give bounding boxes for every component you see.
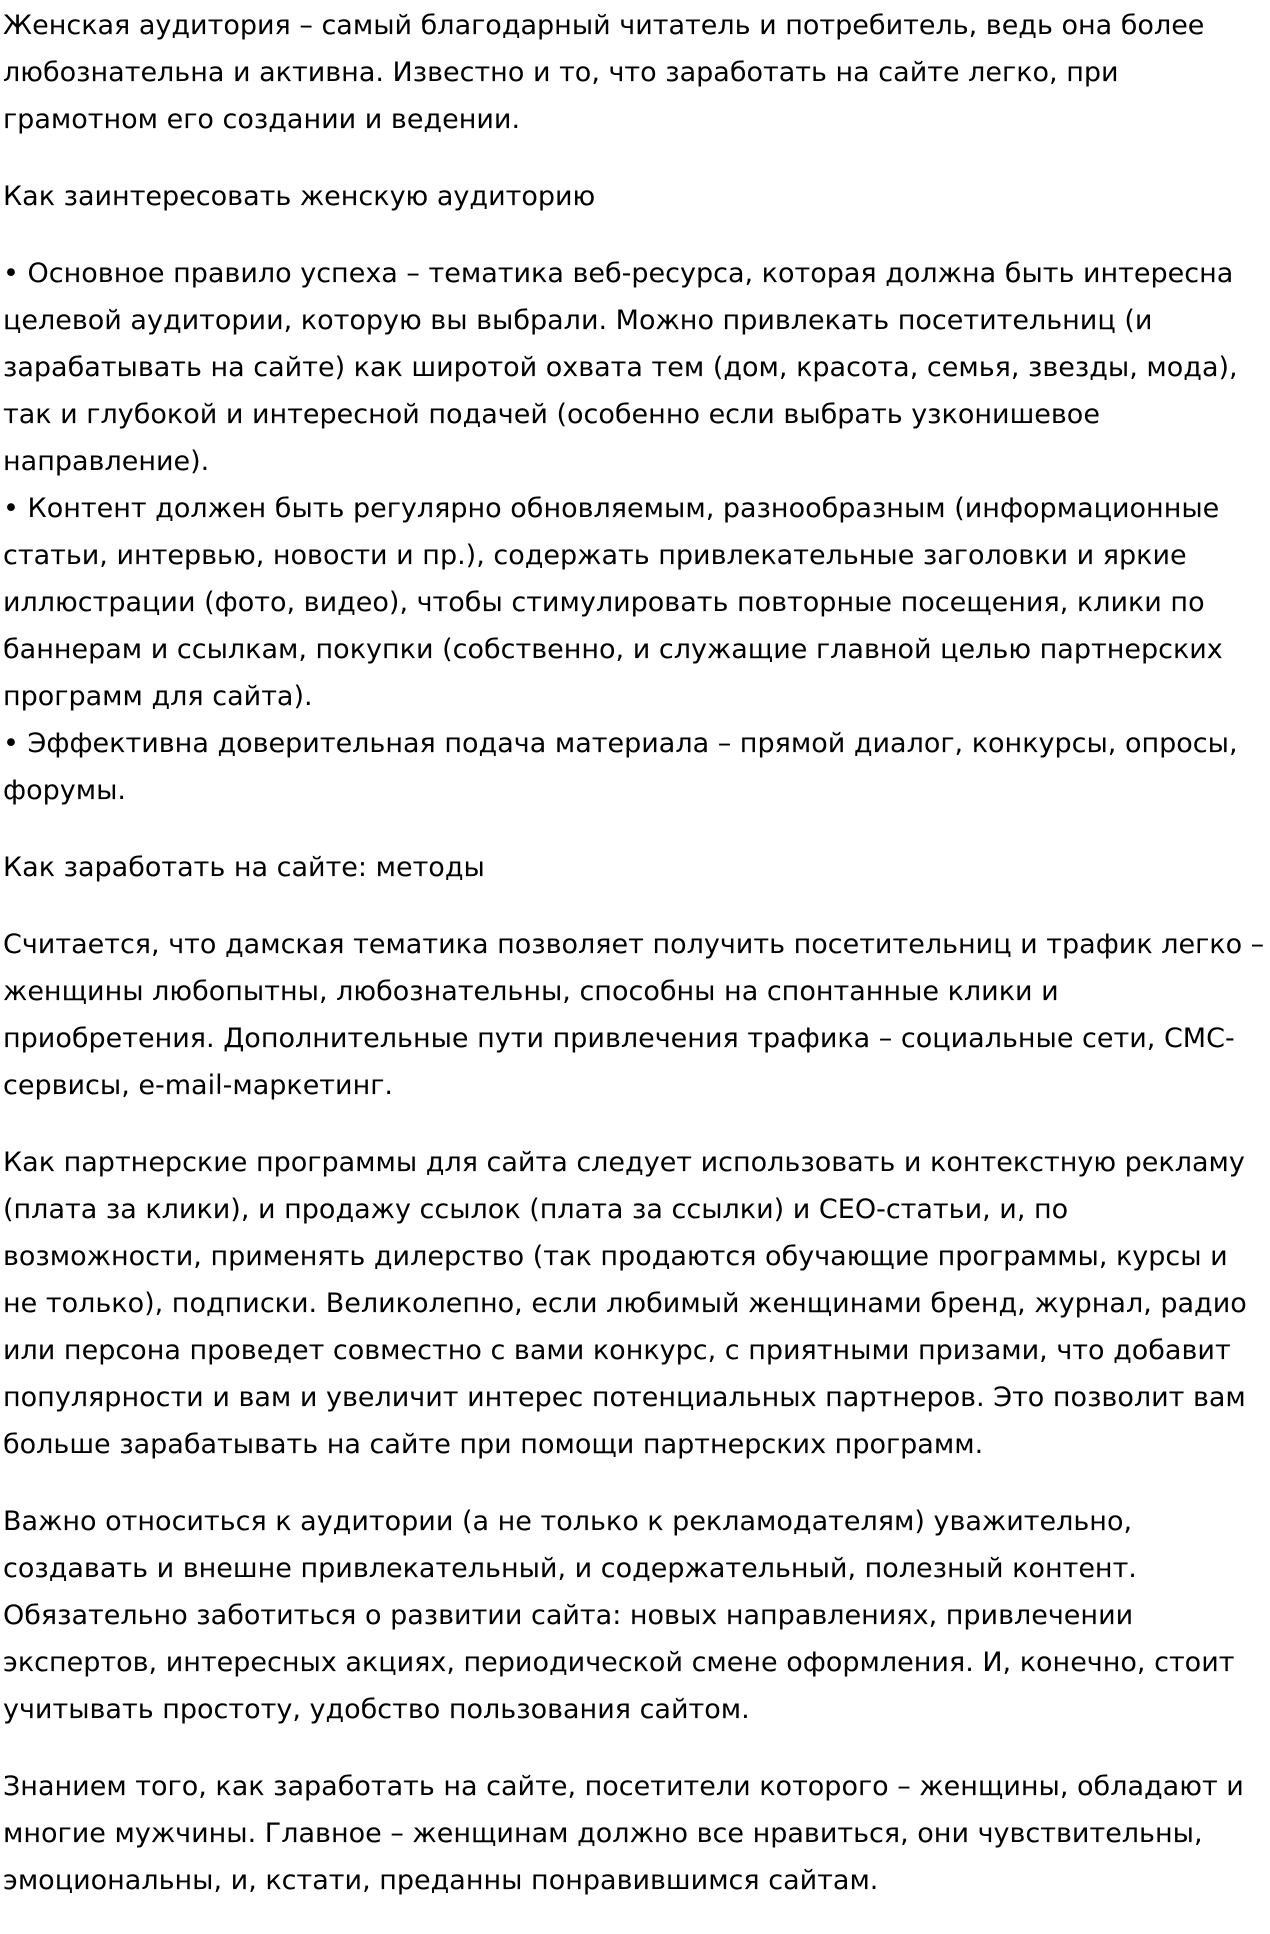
bullet-item — [3, 720, 1266, 814]
paragraph: Знанием того, как заработать на сайте, посетители которого – женщины, обладают и многие мужчины. Главное – женщинам должно все нравиться, они чувствительны, эмоциональны, и, кстати, преданны понравившимся сайтам. — [3, 1771, 1244, 1896]
bullet-item — [3, 485, 1266, 720]
paragraph: Как партнерские программы для сайта следует использовать и контекстную рекламу (плата за клики), и продажу ссылок (плата за ссылки) и СЕО-статьи, и, по возможности, применять дилерство (так продаются обучающие программы, курсы и не только), подписки. Великолепно, если любимый женщинами бренд, журнал, радио или персона проведет совместно с вами конкурс, с приятными призами, что добавит популярности и вам и увеличит интерес потенциальных партнеров. Это позволит вам больше зарабатывать на сайте при помощи партнерских программ. — [3, 1147, 1247, 1460]
bullet-item-text: Эффективна доверительная подача материала – прямой диалог, конкурсы, опросы, форумы. — [3, 728, 1238, 806]
bullet-item-text: Основное правило успеха – тематика веб-ресурса, которая должна быть интересна целевой аудитории, которую вы выбрали. Можно привлекать посетительниц (и зарабатывать на сайте) как широтой охвата тем (дом, красота, семья, звезды, мода), так и глубокой и интересной подачей (особенно если выбрать узконишевое направление). — [3, 258, 1238, 477]
section-heading: Как заработать на сайте: методы — [3, 852, 485, 883]
bullet-icon: • — [3, 258, 19, 289]
section-heading: Как заинтересовать женскую аудиторию — [3, 181, 596, 212]
bullet-list — [3, 250, 1266, 814]
bullet-icon: • — [3, 728, 19, 759]
bullet-item-text: Контент должен быть регулярно обновляемым, разнообразным (информационные статьи, интервью, новости и пр.), содержать привлекательные заголовки и яркие иллюстрации (фото, видео), чтобы стимулировать повторные посещения, клики по баннерам и ссылкам, покупки (собственно, и служащие главной целью партнерских программ для сайта). — [3, 493, 1223, 712]
bullet-icon: • — [3, 493, 19, 524]
paragraph: Считается, что дамская тематика позволяет получить посетительниц и трафик легко – женщины любопытны, любознательны, способны на спонтанные клики и приобретения. Дополнительные пути привлечения трафика – социальные сети, СМС-сервисы, e-mail-маркетинг. — [3, 929, 1265, 1101]
paragraph: Важно относиться к аудитории (а не только к рекламодателям) уважительно, создавать и внешне привлекательный, и содержательный, полезный контент. Обязательно заботиться о развитии сайта: новых направлениях, привлечении экспертов, интересных акциях, периодической смене оформления. И, конечно, стоит учитывать простоту, удобство пользования сайтом. — [3, 1506, 1235, 1725]
paragraph: Женская аудитория – самый благодарный читатель и потребитель, ведь она более любознательна и активна. Известно и то, что заработать на сайте легко, при грамотном его создании и ведении. — [3, 10, 1205, 135]
bullet-item — [3, 250, 1266, 485]
